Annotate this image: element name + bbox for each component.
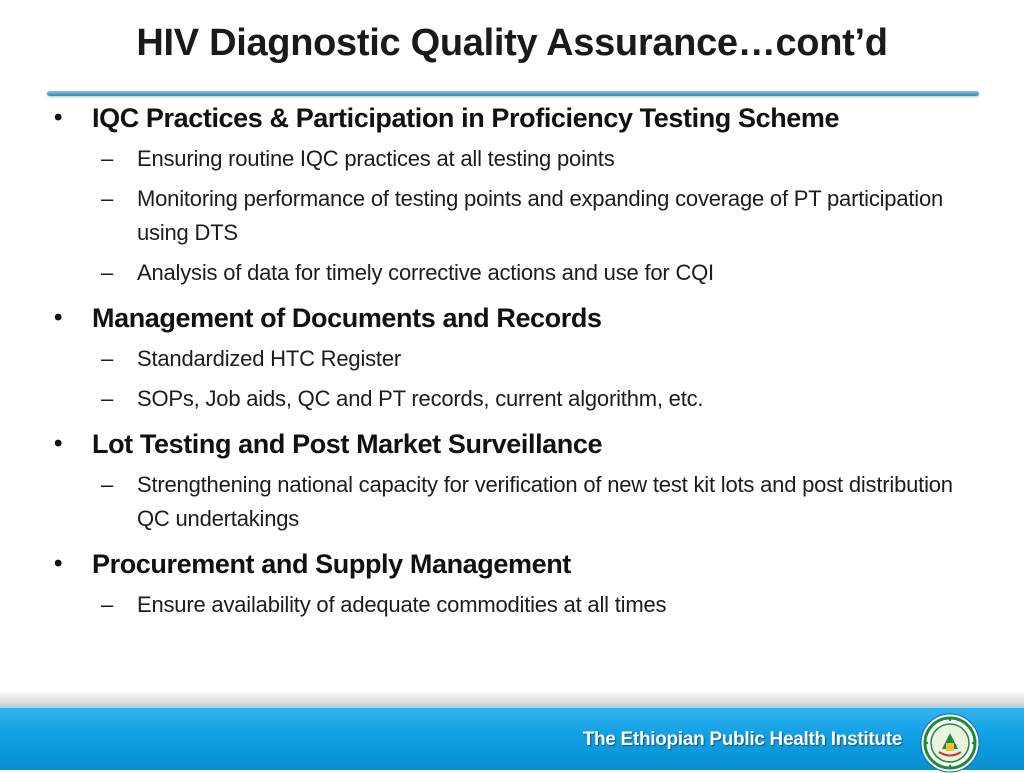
section-heading-text: Lot Testing and Post Market Surveillance xyxy=(92,429,603,459)
dash-icon: – xyxy=(101,186,114,211)
list-item-text: Analysis of data for timely corrective actions and use for CQI xyxy=(137,260,714,285)
footer-shadow xyxy=(0,690,1024,706)
institute-name: The Ethiopian Public Health Institute xyxy=(582,729,902,750)
list-item-text: Strengthening national capacity for verification of new test kit lots and post distribution QC undertakings xyxy=(137,472,953,531)
list-item-text: Ensure availability of adequate commodities at all times xyxy=(137,592,667,617)
section-heading xyxy=(0,300,1024,336)
bullet-icon: • xyxy=(54,430,63,457)
slide-title: HIV Diagnostic Quality Assurance…cont’d xyxy=(136,22,888,64)
list-item-text: SOPs, Job aids, QC and PT records, current algorithm, etc. xyxy=(137,386,704,411)
section-heading xyxy=(0,426,1024,462)
list-item xyxy=(0,468,1024,536)
bullet-icon: • xyxy=(54,550,63,577)
bullet-icon: • xyxy=(54,304,63,331)
list-item xyxy=(0,256,1024,290)
dash-icon: – xyxy=(101,592,114,617)
bullet-icon: • xyxy=(54,104,63,131)
dash-icon: – xyxy=(101,146,114,171)
footer-bar xyxy=(0,706,1024,770)
section-heading-text: IQC Practices & Participation in Proficiency Testing Scheme xyxy=(92,103,840,133)
list-item xyxy=(0,382,1024,416)
section-heading xyxy=(0,100,1024,136)
section-heading-text: Management of Documents and Records xyxy=(92,303,602,333)
list-item-text: Standardized HTC Register xyxy=(137,346,402,371)
list-item-text: Ensuring routine IQC practices at all testing points xyxy=(137,146,615,171)
section-heading xyxy=(0,546,1024,582)
list-item xyxy=(0,588,1024,622)
dash-icon: – xyxy=(101,346,114,371)
list-item xyxy=(0,142,1024,176)
list-item-text: Monitoring performance of testing points and expanding coverage of PT participation using DTS xyxy=(137,186,944,245)
dash-icon: – xyxy=(101,386,114,411)
list-item xyxy=(0,342,1024,376)
title-underline xyxy=(47,91,979,96)
dash-icon: – xyxy=(101,472,114,497)
slide-content xyxy=(0,100,1024,622)
section-heading-text: Procurement and Supply Management xyxy=(92,549,571,579)
ephi-seal-icon xyxy=(920,713,980,773)
list-item xyxy=(0,182,1024,250)
dash-icon: – xyxy=(101,260,114,285)
